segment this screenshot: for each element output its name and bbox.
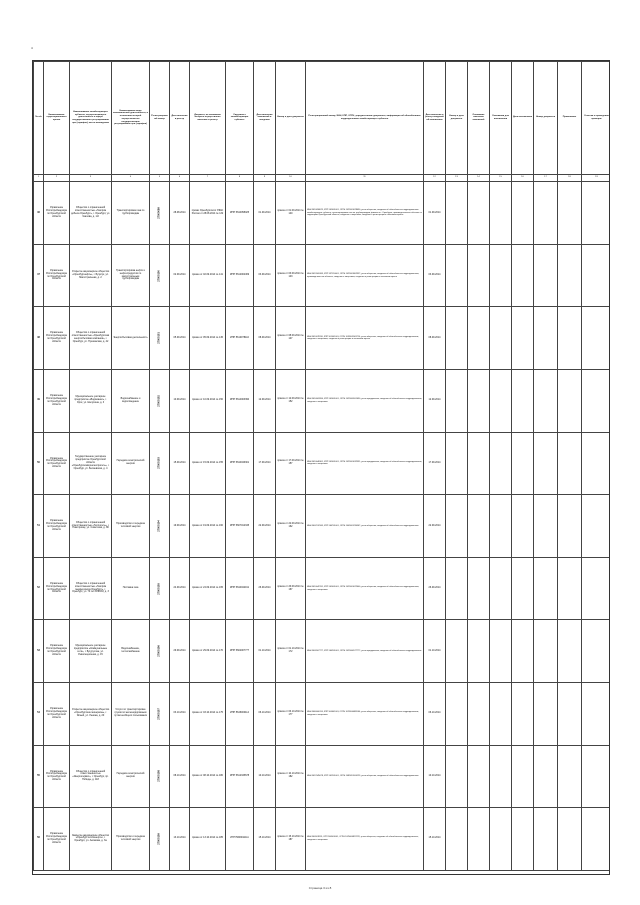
cell-d17 [534, 369, 558, 432]
cell-d18 [558, 557, 582, 620]
column-header: Документ, на основании которого осуществлено внесение в реестр [190, 62, 226, 175]
cell-d15 [490, 432, 512, 495]
cell-doc: приказ от 08.10.2014 № 180 [190, 745, 226, 808]
cell-activity: Поставка газа [112, 557, 150, 620]
cell-reg [150, 432, 170, 495]
cell-d16 [512, 495, 534, 558]
cell-d15 [490, 620, 512, 683]
cell-d13 [446, 182, 468, 245]
cell-d18 [558, 182, 582, 245]
cell-organ: Управление Роспотребнадзора по Оренбургской области [44, 808, 70, 871]
cell-d12: 12.09.2014 [424, 369, 446, 432]
column-header: Наименование территориального органа [44, 62, 70, 175]
cell-entity: Общество с ограниченной ответственностью «Теплосеть», г. Новотроицк, ул. Советская, д. 80 [70, 495, 112, 558]
cell-num: 49 [34, 369, 44, 432]
cell-entity: Муниципальное унитарное предприятие «Водоканал», г. Орск, ул. Шелухина, д. 3 [70, 369, 112, 432]
cell-organ: Управление Роспотребнадзора по Оренбургской области [44, 369, 70, 432]
cell-date: 05.09.2014 [170, 307, 190, 370]
column-number: 14 [468, 174, 490, 182]
column-header: Дата внесения в реестр сведений об изменениях [424, 62, 446, 175]
cell-details: ИНН 5646000114, КПП 564601001, ОГРН 1025600682060; устав общества; сведения об обособленных подразделениях; сведения о лицензиях [306, 682, 424, 745]
cell-activity: Передача электрической энергии [112, 432, 150, 495]
cell-info: ИНН 5614003390 [226, 369, 254, 432]
cell-chg-doc: приказ от 01.10.2014 № 172 [276, 620, 306, 683]
column-number: 2 [44, 174, 70, 182]
cell-entity: Открытое акционерное общество «Оренбургнефть», г. Бузулук, ул. Магистральная, д. 2 [70, 244, 112, 307]
cell-chg-doc: приказ от 26.09.2014 № 167 [276, 557, 306, 620]
cell-date: 15.09.2014 [170, 432, 190, 495]
cell-d19 [582, 182, 611, 245]
cell-info: ИНН 5610078110 [226, 307, 254, 370]
column-number: 5 [150, 174, 170, 182]
column-header: Дата внесения в реестр [170, 62, 190, 175]
column-number: 15 [490, 174, 512, 182]
cell-doc: приказ от 02.09.2014 № 141 [190, 244, 226, 307]
column-number: 12 [424, 174, 446, 182]
cell-d13 [446, 369, 468, 432]
cell-d16 [512, 620, 534, 683]
table-row [34, 495, 611, 558]
cell-info: ИНН 5602007777 [226, 620, 254, 683]
cell-organ: Управление Роспотребнадзора по Оренбургской области [44, 182, 70, 245]
column-header: Сведения о хозяйствующем субъекте [226, 62, 254, 175]
cell-d14 [468, 244, 490, 307]
cell-d12: 22.09.2014 [424, 495, 446, 558]
column-number: 16 [512, 174, 534, 182]
cell-reg [150, 808, 170, 871]
column-number-row [34, 174, 611, 182]
cell-chg-date: 22.09.2014 [254, 495, 276, 558]
cell-organ: Управление Роспотребнадзора по Оренбургской области [44, 745, 70, 808]
corner-mark: 4 [31, 46, 33, 50]
table-row [34, 557, 611, 620]
cell-organ: Управление Роспотребнадзора по Оренбургской области [44, 307, 70, 370]
cell-entity: Открытое акционерное общество «Оренбургские минералы», г. Ясный, ул. Ленина, д. 20 [70, 682, 112, 745]
cell-organ: Управление Роспотребнадзора по Оренбургской области [44, 244, 70, 307]
cell-d15 [490, 182, 512, 245]
cell-chg-date: 15.10.2014 [254, 808, 276, 871]
cell-chg-doc: приказ от 17.09.2014 № 157 [276, 432, 306, 495]
cell-doc: приказ от 03.10.2014 № 175 [190, 682, 226, 745]
cell-d14 [468, 432, 490, 495]
column-header: Основание внесения изменений [468, 62, 490, 175]
cell-d19 [582, 745, 611, 808]
column-header: № п/п [34, 62, 44, 175]
registration-number: 27000104 [157, 520, 161, 532]
cell-reg [150, 182, 170, 245]
cell-d15 [490, 682, 512, 745]
cell-details: ИНН 5610042191, КПП 561001001, ОГРН 1025601022600; устав общества; сведения об обособленных подразделениях; сведения о лицензиях [306, 557, 424, 620]
cell-d13 [446, 495, 468, 558]
cell-d19 [582, 620, 611, 683]
registration-number: 27000103 [157, 457, 161, 470]
cell-chg-doc: приказ от 08.09.2014 № 147 [276, 307, 306, 370]
registration-number: 27000102 [157, 394, 161, 407]
cell-info: ИНН 5612002469 [226, 244, 254, 307]
cell-d15 [490, 557, 512, 620]
column-number: 7 [190, 174, 226, 182]
page-footer: Страница 3 из 8 [308, 886, 332, 890]
registration-number: 27000101 [157, 332, 161, 344]
cell-info: ИНН 5610058025 [226, 182, 254, 245]
cell-chg-date: 10.10.2014 [254, 745, 276, 808]
cell-info: ИНН 5610046301 [226, 432, 254, 495]
cell-d13 [446, 557, 468, 620]
cell-d17 [534, 682, 558, 745]
cell-d17 [534, 495, 558, 558]
cell-info: ИНН 5607012345 [226, 495, 254, 558]
cell-doc: приказ Оренбургского УФАС России от 28.08.2014 № 132 [190, 182, 226, 245]
registration-number: 27000105 [157, 582, 161, 595]
table-row [34, 620, 611, 683]
cell-details: ИНН 5612345678, КПП 561201001, ОГРН 1085612000123; устав общества; сведения об обособленных подразделениях [306, 745, 424, 808]
cell-d14 [468, 369, 490, 432]
cell-d18 [558, 307, 582, 370]
cell-d14 [468, 557, 490, 620]
column-number: 18 [558, 174, 582, 182]
cell-info: ИНН 5612345678 [226, 745, 254, 808]
cell-chg-date: 17.09.2014 [254, 432, 276, 495]
cell-d18 [558, 682, 582, 745]
cell-d18 [558, 495, 582, 558]
cell-d14 [468, 745, 490, 808]
cell-organ: Управление Роспотребнадзора по Оренбургской области [44, 620, 70, 683]
cell-d17 [534, 745, 558, 808]
cell-num: 46 [34, 182, 44, 245]
column-header: Наименование вида экономической деятельности, в отношении которой осуществляется государственное регулирование цен (тарифов) [112, 62, 150, 175]
column-header: Номер и дата документа [446, 62, 468, 175]
column-number: 9 [254, 174, 276, 182]
cell-num: 55 [34, 745, 44, 808]
column-number: 19 [582, 174, 611, 182]
cell-entity: Общество с ограниченной ответственностью «Оренбургская энергосбытовая компания», г. Оренбург, ул. Пушкинская, д. 42 [70, 307, 112, 370]
column-header: Номер и дата документа [276, 62, 306, 175]
cell-chg-date: 26.09.2014 [254, 557, 276, 620]
table-row [34, 307, 611, 370]
cell-chg-date: 01.09.2014 [254, 182, 276, 245]
cell-d17 [534, 244, 558, 307]
table-row [34, 745, 611, 808]
cell-d12: 15.10.2014 [424, 808, 446, 871]
cell-details: ИНН 5610058025, КПП 561001001, ОГРН 1025601028630; устав общества; сведения об обособленных подразделениях хозяйствующего субъекта; транспортировка газа по трубопроводам; филиал в г. Оренбурге; производственные объекты на территории Оренбургской области; сведения о лицензиях; сведения о регистрации в налоговом органе [306, 182, 424, 245]
cell-date: 19.09.2014 [170, 495, 190, 558]
cell-doc: приказ от 19.09.2014 № 160 [190, 495, 226, 558]
cell-d17 [534, 307, 558, 370]
cell-reg [150, 682, 170, 745]
cell-d16 [512, 432, 534, 495]
cell-activity: Производство и передача тепловой энергии [112, 808, 150, 871]
cell-chg-date: 01.10.2014 [254, 620, 276, 683]
cell-d16 [512, 307, 534, 370]
cell-d13 [446, 307, 468, 370]
cell-chg-date: 06.10.2014 [254, 682, 276, 745]
cell-entity: Закрытое акционерное общество «Оренбургтеплоэнерго», г. Оренбург, ул. Аксакова, д. 3а [70, 808, 112, 871]
cell-d14 [468, 682, 490, 745]
cell-d15 [490, 244, 512, 307]
cell-num: 51 [34, 495, 44, 558]
cell-chg-doc: приказ от 03.09.2014 № 143 [276, 244, 306, 307]
cell-entity: Общество с ограниченной ответственностью «Газпром межрегионгаз Оренбург», г. Оренбург, ул. 70 лет ВЛКСМ, д. 3 [70, 557, 112, 620]
cell-info: ИНН 5646000114 [226, 682, 254, 745]
cell-doc: приказ от 10.09.2014 № 150 [190, 369, 226, 432]
cell-d16 [512, 745, 534, 808]
cell-chg-date: 08.09.2014 [254, 307, 276, 370]
cell-reg [150, 620, 170, 683]
cell-d16 [512, 244, 534, 307]
cell-chg-doc: приказ от 06.10.2014 № 177 [276, 682, 306, 745]
cell-chg-doc: приказ от 12.09.2014 № 152 [276, 369, 306, 432]
cell-num: 54 [34, 682, 44, 745]
cell-d13 [446, 745, 468, 808]
column-header: Примечание [558, 62, 582, 175]
cell-d19 [582, 495, 611, 558]
cell-activity: Производство и передача тепловой энергии [112, 495, 150, 558]
column-header: Дата внесения изменений в сведения [254, 62, 276, 175]
cell-doc: приказ от 15.09.2014 № 155 [190, 432, 226, 495]
cell-d13 [446, 244, 468, 307]
cell-doc: приказ от 24.09.2014 № 165 [190, 557, 226, 620]
cell-d17 [534, 432, 558, 495]
column-number: 11 [306, 174, 424, 182]
cell-doc: приказ от 29.09.2014 № 170 [190, 620, 226, 683]
cell-date: 10.09.2014 [170, 369, 190, 432]
registration-number: 27000109 [157, 833, 161, 845]
cell-d17 [534, 620, 558, 683]
column-header: Регистрационный номер, ИНН, КПП, ОГРН, учредительные документы, информация об обособленных подразделениях хозяйствующего субъекта [306, 62, 424, 175]
cell-details: ИНН 5614003390, КПП 561401001, ОГРН 1025602001630; устав предприятия; сведения об обособленных подразделениях; сведения о лицензиях [306, 369, 424, 432]
cell-d17 [534, 557, 558, 620]
cell-info: ИНН 5609011111 [226, 808, 254, 871]
cell-activity: Услуги по транспортировке грузов по железнодорожным путям необщего пользования [112, 682, 150, 745]
cell-d13 [446, 432, 468, 495]
cell-activity: Транспортировка нефти и нефтепродуктов по магистральным трубопроводам [112, 244, 150, 307]
cell-organ: Управление Роспотребнадзора по Оренбургской области [44, 495, 70, 558]
cell-d15 [490, 808, 512, 871]
cell-d12: 03.09.2014 [424, 244, 446, 307]
cell-activity: Передача электрической энергии [112, 745, 150, 808]
cell-d16 [512, 557, 534, 620]
cell-d12: 06.10.2014 [424, 682, 446, 745]
column-header: Регистрационный номер [150, 62, 170, 175]
cell-doc: приказ от 13.10.2014 № 185 [190, 808, 226, 871]
cell-d15 [490, 307, 512, 370]
cell-activity: Водоснабжение и водоотведение [112, 369, 150, 432]
column-header: Основания для исключения [490, 62, 512, 175]
cell-d18 [558, 620, 582, 683]
cell-details: ИНН 5610046301, КПП 561001001, ОГРН 1025601032931; устав предприятия; сведения об обособленных подразделениях; сведения о лицензиях [306, 432, 424, 495]
cell-num: 52 [34, 557, 44, 620]
cell-d16 [512, 182, 534, 245]
cell-reg [150, 745, 170, 808]
cell-d12: 17.09.2014 [424, 432, 446, 495]
table-row [34, 182, 611, 245]
cell-details: ИНН 5610078110, КПП 561001001, ОГРН 1035605503710; устав общества; сведения об обособленных подразделениях; сведения о лицензиях; сведения о регистрации в налоговом органе [306, 307, 424, 370]
cell-reg [150, 495, 170, 558]
cell-chg-doc: приказ от 01.09.2014 № 140 [276, 182, 306, 245]
cell-d18 [558, 369, 582, 432]
cell-reg [150, 244, 170, 307]
cell-d14 [468, 307, 490, 370]
cell-date: 29.09.2014 [170, 620, 190, 683]
cell-d14 [468, 808, 490, 871]
cell-d15 [490, 745, 512, 808]
cell-d13 [446, 682, 468, 745]
cell-activity: Транспортировка газа по трубопроводам [112, 182, 150, 245]
cell-date: 13.10.2014 [170, 808, 190, 871]
registration-number: 27000100 [157, 269, 161, 282]
register-table [33, 61, 610, 871]
cell-d19 [582, 307, 611, 370]
cell-d13 [446, 620, 468, 683]
cell-d18 [558, 745, 582, 808]
cell-d19 [582, 369, 611, 432]
column-header: Дата исключения [512, 62, 534, 175]
cell-details: ИНН 5607012345, КПП 560701001, ОГРН 1045601234567; устав общества; сведения об обособленных подразделениях [306, 495, 424, 558]
column-number: 3 [70, 174, 112, 182]
cell-d12: 01.09.2014 [424, 182, 446, 245]
cell-d18 [558, 432, 582, 495]
register-body [34, 182, 611, 871]
cell-organ: Управление Роспотребнадзора по Оренбургской области [44, 557, 70, 620]
cell-d15 [490, 495, 512, 558]
cell-d19 [582, 682, 611, 745]
cell-d17 [534, 182, 558, 245]
cell-d14 [468, 182, 490, 245]
column-number: 17 [534, 174, 558, 182]
column-number: 6 [170, 174, 190, 182]
registration-number: 27000107 [157, 707, 161, 720]
column-header: Номер документа [534, 62, 558, 175]
cell-chg-doc: приказ от 10.10.2014 № 182 [276, 745, 306, 808]
cell-d16 [512, 682, 534, 745]
cell-doc: приказ от 05.09.2014 № 145 [190, 307, 226, 370]
registration-number: 27000099 [157, 207, 161, 219]
cell-d19 [582, 557, 611, 620]
cell-reg [150, 369, 170, 432]
cell-d12: 01.10.2014 [424, 620, 446, 683]
cell-date: 08.10.2014 [170, 745, 190, 808]
column-number: 8 [226, 174, 254, 182]
cell-info: ИНН 5610042191 [226, 557, 254, 620]
cell-entity: Государственное унитарное предприятие Оренбургской области «Оренбургкоммунэлектросеть», г. Оренбург, ул. Беляевская, д. 4 [70, 432, 112, 495]
column-header: Наименование хозяйствующего субъекта, осуществляющего деятельность в сфере государственного регулирования цен (тарифов), место нахождения [70, 62, 112, 175]
cell-d12: 26.09.2014 [424, 557, 446, 620]
cell-entity: Общество с ограниченной ответственностью «Энергосервис», г. Оренбург, пр. Победы, д. 118 [70, 745, 112, 808]
cell-num: 56 [34, 808, 44, 871]
register-sheet [32, 60, 610, 875]
cell-reg [150, 307, 170, 370]
table-row [34, 808, 611, 871]
cell-d14 [468, 495, 490, 558]
cell-chg-doc: приказ от 22.09.2014 № 162 [276, 495, 306, 558]
cell-date: 28.08.2014 [170, 182, 190, 245]
cell-d19 [582, 244, 611, 307]
registration-number: 27000106 [157, 645, 161, 657]
cell-d19 [582, 432, 611, 495]
cell-d16 [512, 369, 534, 432]
cell-d18 [558, 244, 582, 307]
cell-entity: Муниципальное унитарное предприятие «Коммунальные сети», г. Бугуруслан, ул. Революционная, д. 15 [70, 620, 112, 683]
cell-num: 47 [34, 244, 44, 307]
cell-date: 03.10.2014 [170, 682, 190, 745]
cell-d18 [558, 808, 582, 871]
cell-num: 50 [34, 432, 44, 495]
column-header: Отметка о проведении проверок [582, 62, 611, 175]
cell-details: ИНН 5612002469, КПП 997150001, ОГРН 1025601802357; устав общества; сведения об обособленных подразделениях; производственные объекты; сведения о лицензиях; сведения о регистрации в налоговом органе [306, 244, 424, 307]
cell-d13 [446, 808, 468, 871]
cell-num: 53 [34, 620, 44, 683]
cell-d16 [512, 808, 534, 871]
column-number: 4 [112, 174, 150, 182]
cell-details: ИНН 5609011111, КПП 560901001, ОГРН 1025600822222; устав общества; сведения об обособленных подразделениях; сведения о лицензиях [306, 808, 424, 871]
column-number: 10 [276, 174, 306, 182]
cell-d19 [582, 808, 611, 871]
header-row [34, 62, 611, 175]
cell-d14 [468, 620, 490, 683]
cell-activity: Водоснабжение, теплоснабжение [112, 620, 150, 683]
cell-date: 24.09.2014 [170, 557, 190, 620]
registration-number: 27000108 [157, 770, 161, 783]
cell-d12: 08.09.2014 [424, 307, 446, 370]
table-row [34, 369, 611, 432]
cell-chg-date: 03.09.2014 [254, 244, 276, 307]
cell-d12: 10.10.2014 [424, 745, 446, 808]
cell-d15 [490, 369, 512, 432]
table-row [34, 432, 611, 495]
cell-chg-date: 12.09.2014 [254, 369, 276, 432]
cell-reg [150, 557, 170, 620]
cell-d17 [534, 808, 558, 871]
cell-details: ИНН 5602007777, КПП 560201001, ОГРН 1025600577777; устав предприятия; сведения об обособленных подразделениях [306, 620, 424, 683]
cell-organ: Управление Роспотребнадзора по Оренбургской области [44, 682, 70, 745]
cell-organ: Управление Роспотребнадзора по Оренбургской области [44, 432, 70, 495]
column-number: 13 [446, 174, 468, 182]
table-row [34, 244, 611, 307]
cell-chg-doc: приказ от 15.10.2014 № 187 [276, 808, 306, 871]
cell-entity: Общество с ограниченной ответственностью «Газпром добыча Оренбург», г. Оренбург, ул. Чкалова, д. 1/2 [70, 182, 112, 245]
table-row [34, 682, 611, 745]
cell-activity: Энергосбытовая деятельность [112, 307, 150, 370]
cell-num: 48 [34, 307, 44, 370]
cell-date: 02.09.2014 [170, 244, 190, 307]
column-number: 1 [34, 174, 44, 182]
